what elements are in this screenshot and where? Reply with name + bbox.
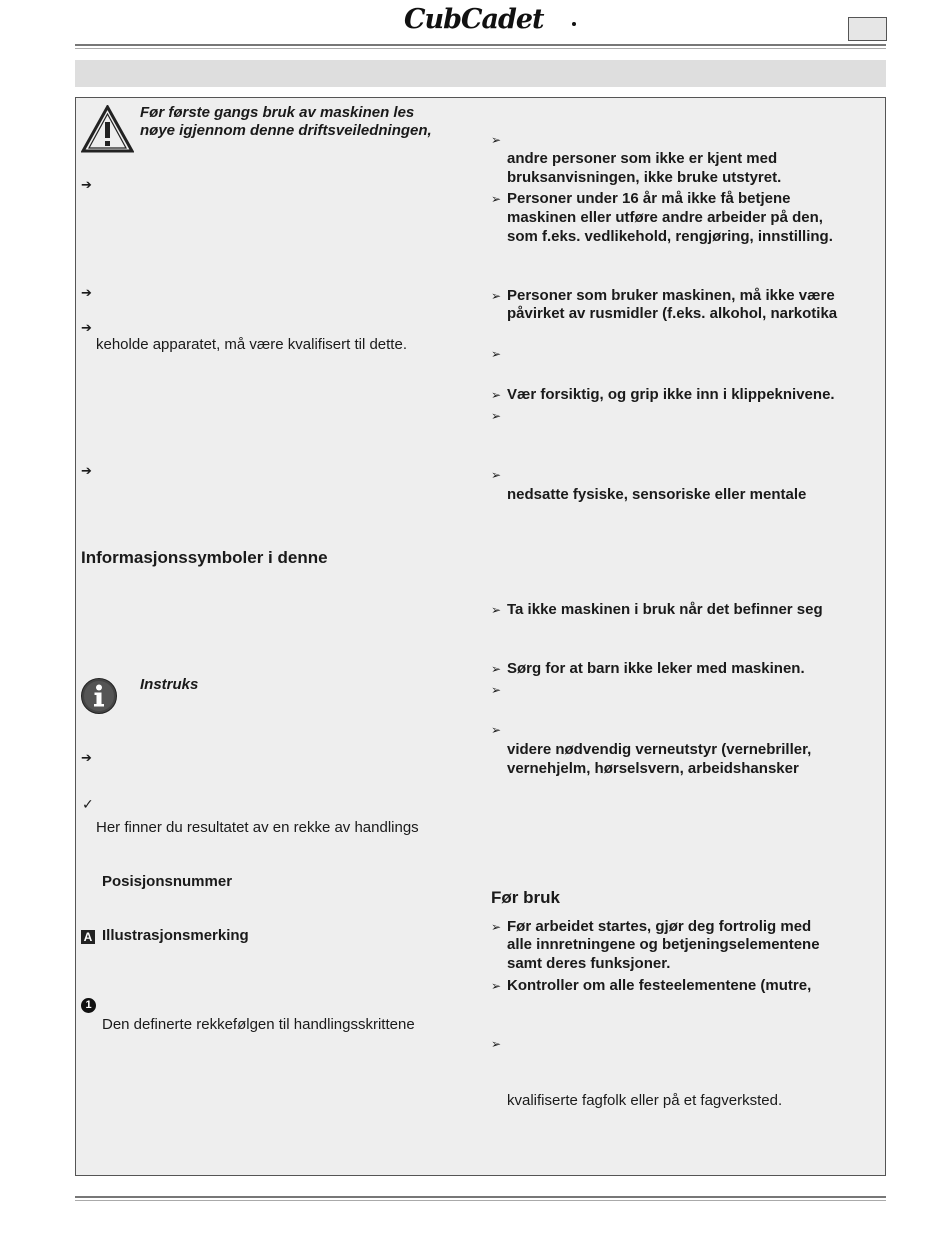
before-use-heading: Før bruk bbox=[491, 888, 560, 907]
triangle-bullet-icon: ➢ bbox=[491, 133, 502, 147]
children-text: Sørg for at barn ikke leker med maskinen. bbox=[507, 660, 805, 677]
maintenance-text: keholde apparatet, må være kvalifisert til dette. bbox=[96, 336, 407, 353]
info-icon bbox=[80, 677, 118, 715]
age-text-line-3: som f.eks. vedlikehold, rengjøring, innstilling. bbox=[507, 228, 833, 245]
others-text-line-1: andre personer som ikke er kjent med bbox=[507, 150, 778, 167]
footer-rule-thin bbox=[75, 1200, 886, 1201]
illustration-letter-icon: A bbox=[81, 928, 95, 946]
triangle-bullet-icon: ➢ bbox=[491, 409, 502, 423]
warning-text-line-2: nøye igjennom denne driftsveiledningen, bbox=[140, 122, 432, 139]
brand-logo: CubCadet bbox=[404, 4, 544, 35]
instruction-label: Instruks bbox=[140, 676, 199, 693]
page-number-box bbox=[848, 17, 887, 41]
intox-text-line-1: Personer som bruker maskinen, må ikke være bbox=[507, 287, 835, 304]
header-rule bbox=[75, 44, 886, 46]
intox-text-line-2: påvirket av rusmidler (f.eks. alkohol, narkotika bbox=[507, 305, 838, 322]
triangle-bullet-icon: ➢ bbox=[491, 388, 502, 402]
age-text-line-1: Personer under 16 år må ikke få betjene bbox=[507, 190, 791, 207]
triangle-bullet-icon: ➢ bbox=[491, 192, 502, 206]
illustration-marking-label: Illustrasjonsmerking bbox=[102, 927, 249, 944]
familiar-text-line-3: samt deres funksjoner. bbox=[507, 955, 671, 972]
step-number-icon: 1 bbox=[81, 998, 96, 1013]
triangle-bullet-icon: ➢ bbox=[491, 979, 502, 993]
ppe-text-line-1: videre nødvendig verneutstyr (vernebriller, bbox=[507, 741, 812, 758]
triangle-bullet-icon: ➢ bbox=[491, 468, 502, 482]
triangle-bullet-icon: ➢ bbox=[491, 603, 502, 617]
position-number-label: Posisjonsnummer bbox=[102, 873, 233, 890]
familiar-text-line-2: alle innretningene og betjeningselementene bbox=[507, 936, 820, 953]
arrow-bullet-icon: ➔ bbox=[81, 177, 92, 192]
familiar-text-line-1: Før arbeidet startes, gjør deg fortrolig med bbox=[507, 918, 812, 935]
footer-rule bbox=[75, 1196, 886, 1198]
triangle-bullet-icon: ➢ bbox=[491, 683, 502, 697]
check-icon: ✓ bbox=[82, 796, 94, 812]
triangle-bullet-icon: ➢ bbox=[491, 662, 502, 676]
triangle-bullet-icon: ➢ bbox=[491, 920, 502, 934]
sequence-text: Den definerte rekkefølgen til handlingsskrittene bbox=[102, 1016, 415, 1033]
triangle-bullet-icon: ➢ bbox=[491, 1037, 502, 1051]
no-use-text: Ta ikke maskinen i bruk når det befinner seg bbox=[507, 601, 823, 618]
triangle-bullet-icon: ➢ bbox=[491, 289, 502, 303]
logo-dot bbox=[572, 22, 576, 26]
arrow-bullet-icon: ➔ bbox=[81, 285, 92, 300]
check-fasteners-text: Kontroller om alle festeelementene (mutre, bbox=[507, 977, 812, 994]
result-text: Her finner du resultatet av en rekke av handlings bbox=[96, 819, 419, 836]
section-title-band bbox=[75, 60, 886, 87]
triangle-bullet-icon: ➢ bbox=[491, 347, 502, 361]
qualified-text: kvalifiserte fagfolk eller på et fagverksted. bbox=[507, 1092, 783, 1109]
others-text-line-2: bruksanvisningen, ikke bruke utstyret. bbox=[507, 169, 782, 186]
careful-text: Vær forsiktig, og grip ikke inn i klippeknivene. bbox=[507, 386, 835, 403]
arrow-bullet-icon: ➔ bbox=[81, 750, 92, 765]
ppe-text-line-2: vernehjelm, hørselsvern, arbeidshansker bbox=[507, 760, 799, 777]
impaired-text: nedsatte fysiske, sensoriske eller mentale bbox=[507, 486, 807, 503]
warning-text-line-1: Før første gangs bruk av maskinen les bbox=[140, 104, 415, 121]
triangle-bullet-icon: ➢ bbox=[491, 723, 502, 737]
info-symbols-heading: Informasjonssymboler i denne bbox=[81, 548, 328, 567]
arrow-bullet-icon: ➔ bbox=[81, 463, 92, 478]
warning-triangle-icon bbox=[81, 105, 134, 153]
age-text-line-2: maskinen eller utføre andre arbeider på den, bbox=[507, 209, 823, 226]
header-rule-thin bbox=[75, 48, 886, 49]
arrow-bullet-icon: ➔ bbox=[81, 320, 92, 335]
